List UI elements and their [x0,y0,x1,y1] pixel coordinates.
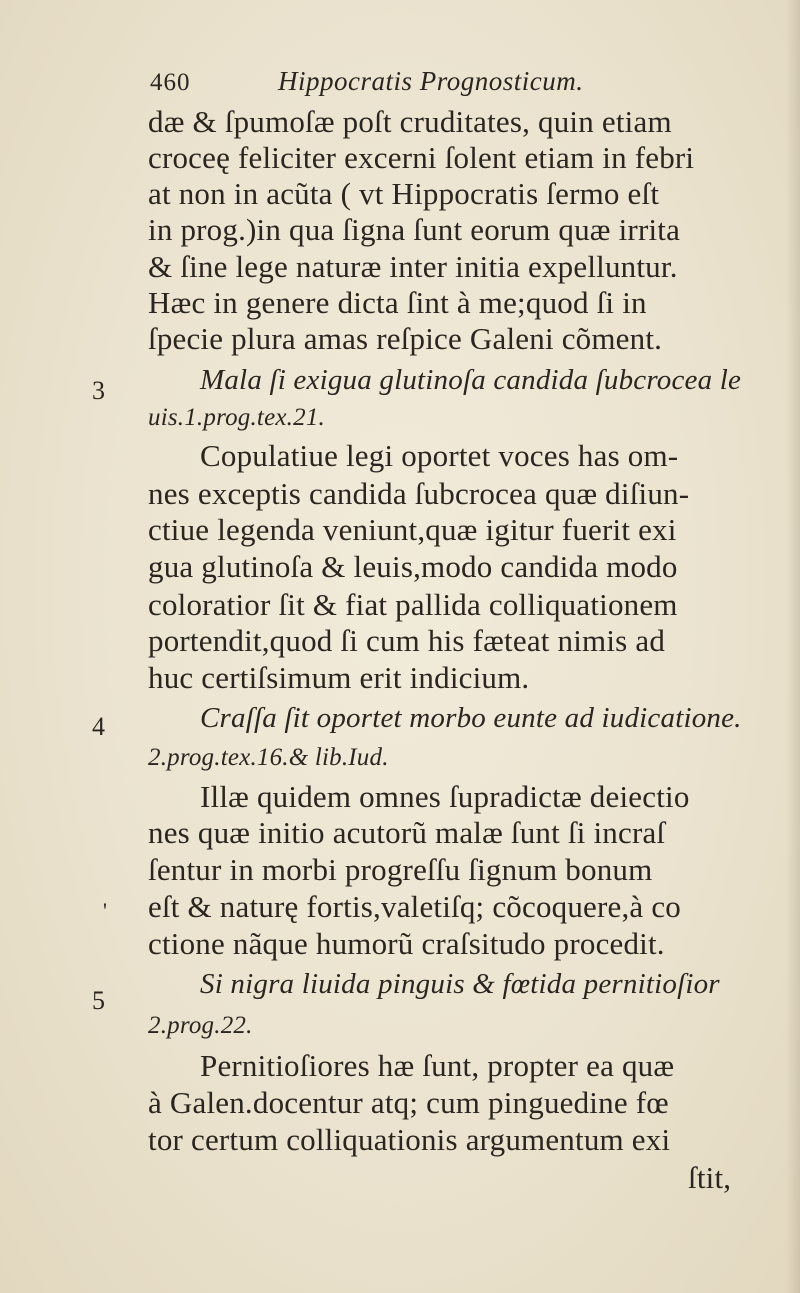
text-line: coloratior ſit & fiat pallida colliquationem [148,587,678,622]
catchword: ſtit, [688,1160,732,1195]
text-line: ctione nãque humorũ craſsitudo procedit. [148,926,665,961]
text-line: nes exceptis candida ſubcrocea quæ diſiun- [148,476,690,511]
running-title: Hippocratis Prognosticum. [278,66,584,96]
aphorism-quote: Mala ſi exigua glutinoſa candida ſubcrocea le [200,364,742,396]
aphorism-quote: Craſſa ſit oportet morbo eunte ad iudicatione. [200,702,742,734]
text-line: Hæc in genere dicta ſint à me;quod ſi in [148,285,647,320]
text-line: croceę feliciter excerni ſolent etiam in febri [148,140,695,175]
text-line: eſt & naturę fortis,valetiſq; cõcoquere,à co [148,889,681,924]
text-line: Copulatiue legi oportet voces has om- [200,438,679,473]
text-line: ſentur in morbi progreſſu ſignum bonum [148,852,653,887]
text-line: ctiue legenda veniunt,quæ igitur fuerit exi [148,512,677,547]
aphorism-reference: uis.1.prog.tex.21. [148,404,325,431]
aphorism-quote: Si nigra liuida pinguis & fœtida pernitioſior [200,968,720,1000]
text-line: à Galen.docentur atq; cum pinguedine fœ [148,1085,669,1120]
text-line: at non in acũta ( vt Hippocratis ſermo eſt [148,176,660,211]
text-line: & ſine lege naturæ inter initia expelluntur. [148,249,678,284]
page-number: 460 [150,69,191,96]
text-line: portendit,quod ſi cum his fæteat nimis ad [148,623,666,658]
aphorism-reference: 2.prog.tex.16.& lib.Iud. [148,744,389,771]
aphorism-reference: 2.prog.22. [148,1012,253,1039]
text-line: in prog.)in qua ſigna ſunt eorum quæ irrita [148,212,681,247]
text-line: tor certum colliquationis argumentum exi [148,1122,671,1157]
text-line: ſpecie plura amas reſpice Galeni cõment. [148,321,663,356]
text-line: Pernitioſiores hæ ſunt, propter ea quæ [200,1048,675,1083]
text-line: huc certiſsimum erit indicium. [148,660,530,695]
margin-mark: ' [103,898,107,923]
margin-number: 3 [92,376,105,405]
margin-number: 4 [92,712,105,741]
text-line: Illæ quidem omnes ſupradictæ deiectio [200,779,690,814]
text-line: gua glutinoſa & leuis,modo candida modo [148,549,678,584]
text-line: nes quæ initio acutorũ malæ ſunt ſi incraſ [148,815,666,850]
text-line: dæ & ſpumoſæ poſt cruditates, quin etiam [148,104,672,139]
margin-number: 5 [92,986,105,1015]
